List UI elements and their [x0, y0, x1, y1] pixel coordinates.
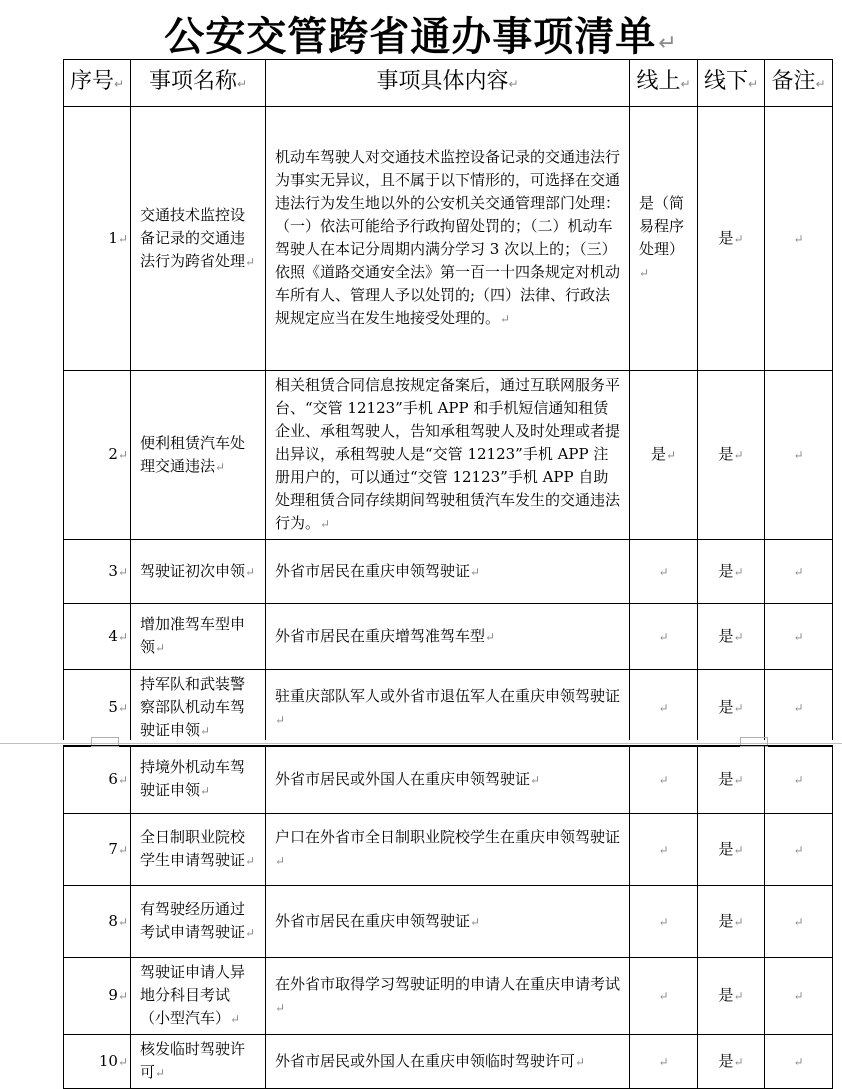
table-row [64, 1035, 833, 1089]
paragraph-mark-icon: ↵ [245, 564, 256, 579]
cell-offline: 是↵ [698, 746, 765, 814]
paragraph-mark-icon: ↵ [733, 564, 744, 579]
paragraph-mark-icon: ↵ [733, 701, 744, 715]
paragraph-mark-icon: ↵ [658, 564, 669, 579]
paragraph-mark-icon: ↵ [470, 564, 481, 579]
cell-online [630, 540, 698, 604]
paragraph-mark-icon: ↵ [155, 641, 166, 655]
paragraph-mark-icon: ↵ [117, 701, 128, 715]
table-row [64, 540, 833, 604]
cell-name: 驾驶证申请人异地分科目考试（小型汽车）↵ [131, 958, 266, 1035]
header-remarks: 备注↵ [765, 60, 833, 107]
cell-online [630, 604, 698, 670]
paragraph-mark-icon: ↵ [658, 914, 669, 929]
paragraph-mark-icon: ↵ [793, 448, 804, 462]
cell-offline: 是↵ [698, 958, 765, 1035]
paragraph-mark-icon: ↵ [215, 459, 226, 474]
cell-no: 5↵ [64, 670, 131, 747]
paragraph-mark-icon: ↵ [117, 914, 128, 929]
paragraph-mark-icon: ↵ [275, 1000, 286, 1015]
paragraph-mark-icon: ↵ [747, 77, 759, 91]
cell-name: 全日制职业院校学生申请驾驶证↵ [131, 814, 266, 886]
table-row [64, 746, 833, 814]
table-row [64, 604, 833, 670]
cell-name: 有驾驶经历通过考试申请驾驶证↵ [131, 886, 266, 958]
paragraph-mark-icon: ↵ [117, 842, 128, 857]
paragraph-mark-icon: ↵ [733, 989, 744, 1003]
cell-remarks [765, 670, 833, 747]
paragraph-mark-icon: ↵ [793, 842, 804, 857]
paragraph-mark-icon: ↵ [117, 772, 128, 787]
cell-remarks [765, 886, 833, 958]
header-no: 序号↵ [64, 60, 131, 107]
paragraph-mark-icon: ↵ [793, 701, 804, 715]
cell-name: 交通技术监控设备记录的交通违法行为跨省处理↵ [131, 107, 266, 371]
paragraph-mark-icon: ↵ [658, 772, 669, 787]
table-row [64, 107, 833, 371]
paragraph-mark-icon: ↵ [117, 989, 128, 1003]
paragraph-mark-icon: ↵ [658, 31, 678, 56]
paragraph-mark-icon: ↵ [117, 231, 128, 246]
cell-remarks [765, 746, 833, 814]
cell-online [630, 814, 698, 886]
paragraph-mark-icon: ↵ [117, 448, 128, 462]
paragraph-mark-icon: ↵ [733, 629, 744, 644]
table-row [64, 814, 833, 886]
cell-name: 增加准驾车型申领↵ [131, 604, 266, 670]
cell-remarks [765, 958, 833, 1035]
paragraph-mark-icon: ↵ [275, 712, 286, 727]
cell-no: 6↵ [64, 746, 131, 814]
items-table-continued [63, 745, 833, 1089]
paragraph-mark-icon: ↵ [793, 772, 804, 787]
paragraph-mark-icon: ↵ [245, 854, 256, 868]
table-row [64, 958, 833, 1035]
paragraph-mark-icon: ↵ [733, 448, 744, 462]
cell-name: 便利租赁汽车处理交通违法↵ [131, 371, 266, 540]
cell-no: 7↵ [64, 814, 131, 886]
cell-content: 户口在外省市全日制职业院校学生在重庆申领驾驶证↵ [266, 814, 630, 886]
paragraph-mark-icon: ↵ [113, 77, 125, 91]
cell-online [630, 746, 698, 814]
paragraph-mark-icon: ↵ [793, 1054, 804, 1069]
cell-remarks [765, 814, 833, 886]
paragraph-mark-icon: ↵ [470, 914, 481, 929]
cell-no: 3↵ [64, 540, 131, 604]
cell-offline: 是↵ [698, 886, 765, 958]
paragraph-mark-icon: ↵ [117, 629, 128, 644]
cell-no: 9↵ [64, 958, 131, 1035]
cell-online [630, 958, 698, 1035]
cell-content: 外省市居民或外国人在重庆申领驾驶证↵ [266, 746, 630, 814]
cell-no: 8↵ [64, 886, 131, 958]
cell-content: 机动车驾驶人对交通技术监控设备记录的交通违法行为事实无异议，且不属于以下情形的，可选择在交通违法行为发生地以外的公安机关交通管理部门处理：（一）依法可能给予行政拘留处罚的；（二）机动车驾驶人在本记分周期内满分学习 3 次以上的；（三）依照《道路交通安全法》第一百一十四条规定对机动车所有人、管理人予以处罚的;（四）法律、行政法规规定应当在发生地接受处理的。↵ [266, 107, 630, 371]
paragraph-mark-icon: ↵ [639, 266, 650, 280]
cell-name: 驾驶证初次申领↵ [131, 540, 266, 604]
table-row [64, 670, 833, 747]
paragraph-mark-icon: ↵ [793, 629, 804, 644]
paragraph-mark-icon: ↵ [658, 1054, 669, 1069]
table-header-row [64, 60, 833, 107]
paragraph-mark-icon: ↵ [665, 448, 677, 462]
paragraph-mark-icon: ↵ [658, 989, 669, 1003]
paragraph-mark-icon: ↵ [733, 772, 744, 787]
cell-content: 外省市居民或外国人在重庆申领临时驾驶许可↵ [266, 1035, 630, 1089]
paragraph-mark-icon: ↵ [733, 914, 744, 929]
paragraph-mark-icon: ↵ [117, 1054, 128, 1069]
cell-name: 核发临时驾驶许可↵ [131, 1035, 266, 1089]
header-offline: 线下↵ [698, 60, 765, 107]
cell-offline: 是↵ [698, 371, 765, 540]
cell-content: 外省市居民在重庆申领驾驶证↵ [266, 540, 630, 604]
cell-online [630, 1035, 698, 1089]
paragraph-mark-icon: ↵ [530, 772, 541, 787]
paragraph-mark-icon: ↵ [230, 1012, 241, 1026]
cell-offline: 是↵ [698, 604, 765, 670]
cell-content: 相关租赁合同信息按规定备案后，通过互联网服务平台、“交管 12123”手机 APP 和手机短信通知租赁企业、承租驾驶人，告知承租驾驶人及时处理或者提出异议，承租驾驶人是“交管 12123”手机 APP 注册用户的，可以通过“交管 12123”手机 APP 自助处理租赁合同存续期间驾驶租赁汽车发生的交通违法行为。↵ [266, 371, 630, 540]
cell-remarks [765, 107, 833, 371]
cell-offline: 是↵ [698, 670, 765, 747]
cell-remarks [765, 1035, 833, 1089]
header-name: 事项名称↵ [131, 60, 266, 107]
document-title: 公安交管跨省通办事项清单↵ [164, 14, 678, 60]
table-row [64, 886, 833, 958]
paragraph-mark-icon: ↵ [275, 854, 286, 868]
page-break-line [0, 743, 842, 744]
cell-name: 持军队和武装警察部队机动车驾驶证申领↵ [131, 670, 266, 747]
cell-content: 外省市居民在重庆申领驾驶证↵ [266, 886, 630, 958]
paragraph-mark-icon: ↵ [236, 77, 248, 91]
cell-no: 2↵ [64, 371, 131, 540]
paragraph-mark-icon: ↵ [658, 701, 669, 715]
cell-remarks [765, 540, 833, 604]
cell-no: 4↵ [64, 604, 131, 670]
paragraph-mark-icon: ↵ [658, 842, 669, 857]
cell-no: 10↵ [64, 1035, 131, 1089]
cell-remarks [765, 604, 833, 670]
paragraph-mark-icon: ↵ [815, 77, 826, 91]
paragraph-mark-icon: ↵ [680, 77, 691, 91]
cell-no: 1↵ [64, 107, 131, 371]
header-content: 事项具体内容↵ [266, 60, 630, 107]
paragraph-mark-icon: ↵ [155, 1066, 166, 1080]
paragraph-mark-icon: ↵ [245, 254, 256, 269]
cell-online: 是（简易程序处理）↵ [630, 107, 698, 371]
paragraph-mark-icon: ↵ [733, 842, 744, 857]
paragraph-mark-icon: ↵ [793, 231, 804, 246]
paragraph-mark-icon: ↵ [485, 629, 496, 644]
paragraph-mark-icon: ↵ [117, 564, 128, 579]
paragraph-mark-icon: ↵ [658, 629, 669, 644]
cell-online [630, 886, 698, 958]
cell-offline: 是↵ [698, 540, 765, 604]
header-online: 线上↵ [630, 60, 698, 107]
cell-offline: 是↵ [698, 107, 765, 371]
cell-offline: 是↵ [698, 1035, 765, 1089]
cell-online [630, 670, 698, 747]
cell-remarks [765, 371, 833, 540]
paragraph-mark-icon: ↵ [733, 231, 744, 246]
paragraph-mark-icon: ↵ [200, 784, 211, 798]
paragraph-mark-icon: ↵ [508, 77, 519, 91]
table-row [64, 371, 833, 540]
cell-name: 持境外机动车驾驶证申领↵ [131, 746, 266, 814]
paragraph-mark-icon: ↵ [320, 517, 331, 531]
cell-online: 是↵ [630, 371, 698, 540]
cell-offline: 是↵ [698, 814, 765, 886]
paragraph-mark-icon: ↵ [793, 989, 804, 1003]
paragraph-mark-icon: ↵ [200, 724, 211, 738]
paragraph-mark-icon: ↵ [575, 1054, 586, 1069]
paragraph-mark-icon: ↵ [793, 914, 804, 929]
cell-content: 驻重庆部队军人或外省市退伍军人在重庆申领驾驶证↵ [266, 670, 630, 747]
paragraph-mark-icon: ↵ [500, 312, 511, 326]
paragraph-mark-icon: ↵ [733, 1054, 744, 1069]
items-table [63, 59, 833, 747]
cell-content: 外省市居民在重庆增驾准驾车型↵ [266, 604, 630, 670]
paragraph-mark-icon: ↵ [793, 564, 804, 579]
cell-content: 在外省市取得学习驾驶证明的申请人在重庆申请考试↵ [266, 958, 630, 1035]
paragraph-mark-icon: ↵ [245, 926, 256, 940]
